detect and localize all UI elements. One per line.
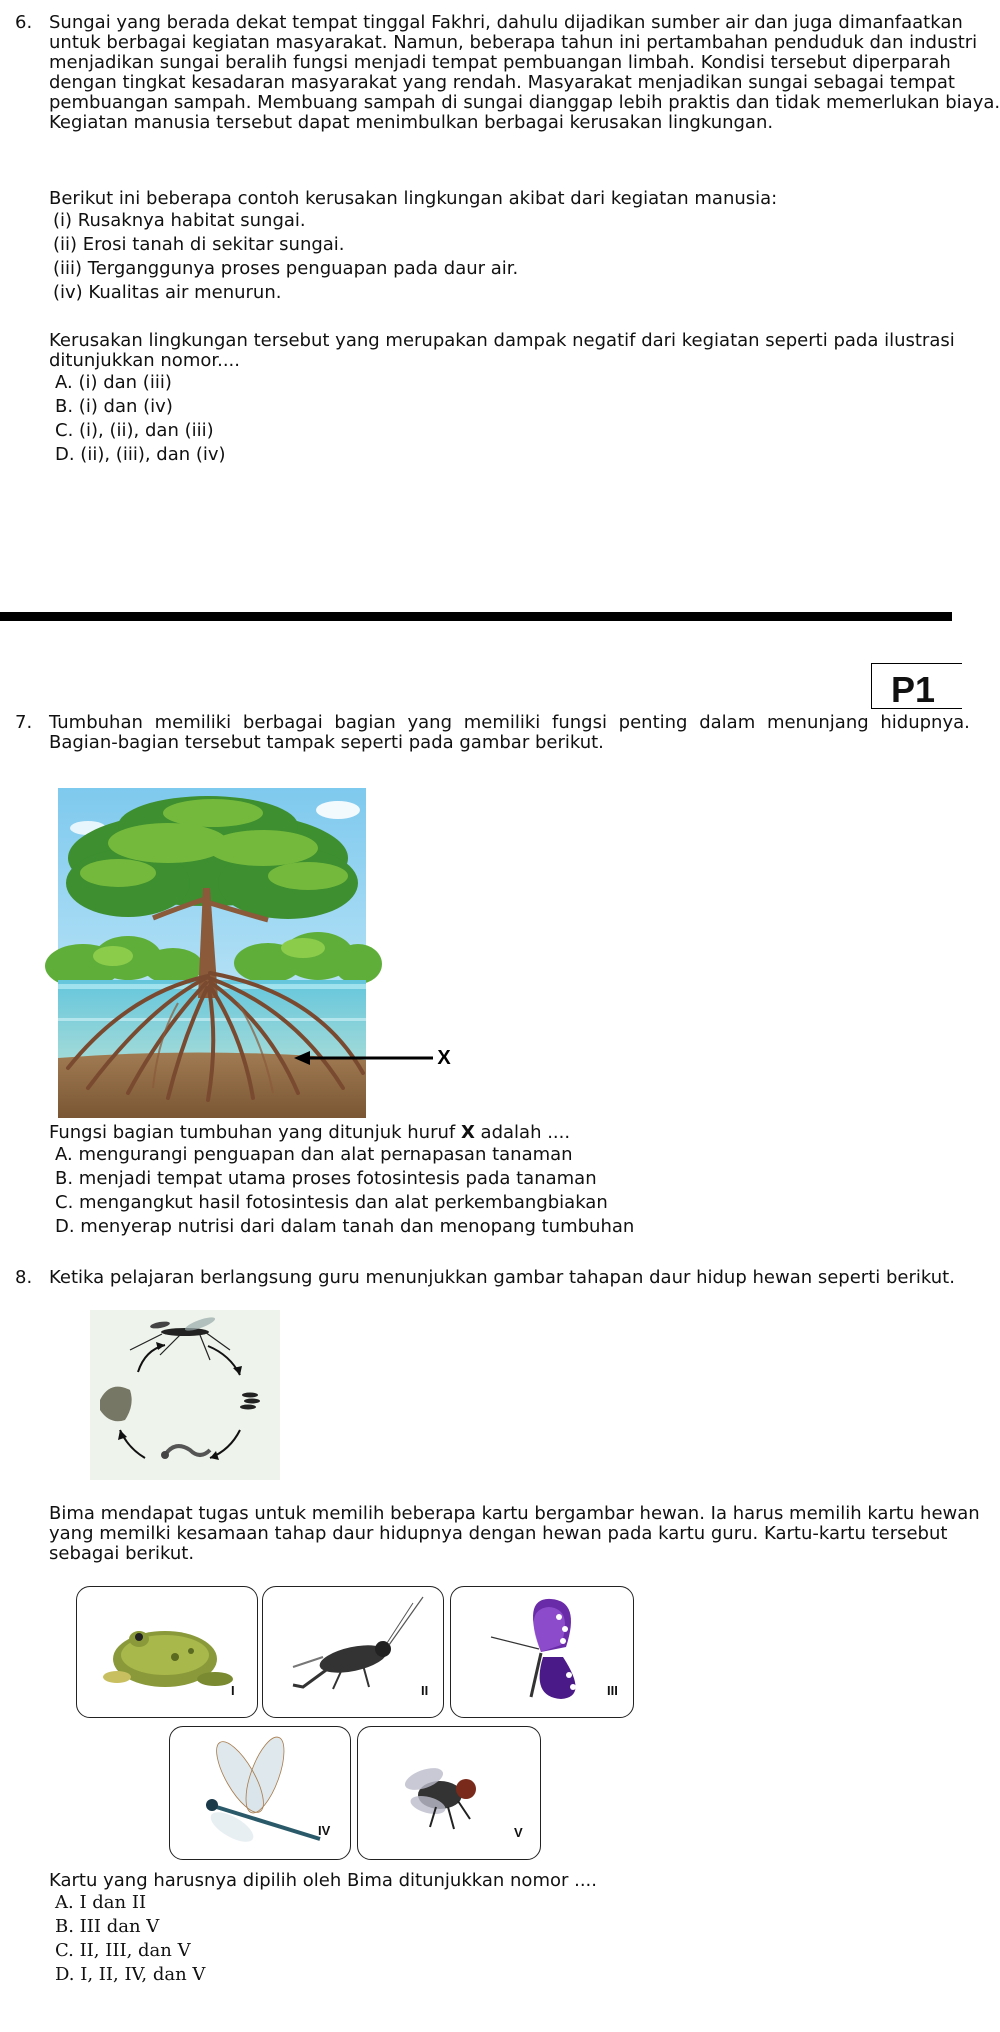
option-c[interactable]: C. (i), (ii), dan (iii) [55, 420, 214, 441]
option-d[interactable]: D. I, II, IV, dan V [55, 1964, 206, 1985]
q7-question [49, 1123, 952, 1143]
option-a[interactable]: A. mengurangi penguapan dan alat pernapasan tanaman [55, 1144, 573, 1165]
question-6-list [15, 189, 952, 305]
option-b[interactable]: B. menjadi tempat utama proses fotosintesis pada tanaman [55, 1168, 597, 1189]
card-label: I [231, 1683, 235, 1698]
option-b[interactable]: B. (i) dan (iv) [55, 396, 173, 417]
question-8-stem [15, 1871, 952, 1987]
option-a[interactable]: A. (i) dan (iii) [55, 372, 172, 393]
card-iii[interactable] [450, 1586, 634, 1718]
damage-item: (ii) Erosi tanah di sekitar sungai. [53, 234, 345, 255]
question-6 [15, 12, 1000, 133]
q6-question-line: ditunjukkan nomor.... [49, 350, 241, 371]
q7-question-prefix: Fungsi bagian tumbuhan yang ditunjuk huruf [49, 1122, 461, 1143]
question-number: 6. [15, 12, 33, 33]
card-label: II [421, 1683, 429, 1698]
option-c[interactable]: C. mengangkut hasil fotosintesis dan alat perkembangbiakan [55, 1192, 608, 1213]
section-divider [0, 612, 952, 621]
question-number: 7. [15, 712, 33, 733]
q8-task-line: sebagai berikut. [49, 1543, 195, 1564]
q8-task-line: yang memilki kesamaan tahap daur hidupnya dengan hewan pada kartu guru. Kartu-kartu tersebut [49, 1523, 948, 1544]
q6-intro-line: menjadikan sungai beralih fungsi menjadi tempat pembuangan limbah. Kondisi tersebut diperparah [49, 52, 951, 73]
mangrove-figure [58, 788, 451, 1118]
option-d[interactable]: D. menyerap nutrisi dari dalam tanah dan menopang tumbuhan [55, 1216, 635, 1237]
figure-label-x: X [437, 1047, 451, 1069]
option-c[interactable]: C. II, III, dan V [55, 1940, 191, 1961]
question-number: 8. [15, 1267, 33, 1288]
option-d[interactable]: D. (ii), (iii), dan (iv) [55, 444, 226, 465]
q8-intro: Ketika pelajaran berlangsung guru menunjukkan gambar tahapan daur hidup hewan seperti berikut. [49, 1267, 955, 1288]
question-8 [15, 1267, 955, 1288]
q6-intro-line: Kegiatan manusia tersebut dapat menimbulkan berbagai kerusakan lingkungan. [49, 112, 774, 133]
damage-item: (iv) Kualitas air menurun. [53, 282, 282, 303]
card-i[interactable] [76, 1586, 258, 1718]
mangrove-illustration [45, 788, 382, 1118]
question-7-stem [15, 1123, 952, 1239]
page-marker-label: P1 [891, 669, 936, 710]
cricket-icon [263, 1587, 443, 1717]
life-cycle-figure [90, 1310, 280, 1480]
card-label: IV [318, 1823, 331, 1838]
card-v[interactable] [357, 1726, 541, 1860]
dragonfly-icon [170, 1727, 350, 1859]
frog-icon [77, 1587, 257, 1717]
damage-item: (iii) Terganggunya proses penguapan pada daur air. [53, 258, 519, 279]
question-8-task [15, 1503, 980, 1564]
option-b[interactable]: B. III dan V [55, 1916, 160, 1937]
q6-question-line: Kerusakan lingkungan tersebut yang merupakan dampak negatif dari kegiatan seperti pada ilustrasi [49, 330, 955, 351]
q6-list-intro: Berikut ini beberapa contoh kerusakan lingkungan akibat dari kegiatan manusia: [49, 188, 778, 209]
fly-icon [358, 1727, 540, 1859]
card-label: V [514, 1825, 523, 1840]
q8-task-line: Bima mendapat tugas untuk memilih beberapa kartu bergambar hewan. Ia harus memilih kartu hewan [49, 1503, 980, 1524]
q6-intro-line: dengan tingkat kesadaran masyarakat yang rendah. Masyarakat menjadikan sungai sebagai tempat [49, 72, 955, 93]
card-label: III [607, 1683, 618, 1698]
q8-question: Kartu yang harusnya dipilih oleh Bima ditunjukkan nomor .... [49, 1870, 597, 1891]
card-iv[interactable] [169, 1726, 351, 1860]
butterfly-icon [451, 1587, 633, 1717]
q7-intro-line: Bagian-bagian tersebut tampak seperti pada gambar berikut. [49, 732, 604, 753]
damage-item: (i) Rusaknya habitat sungai. [53, 210, 306, 231]
q6-intro-line: Sungai yang berada dekat tempat tinggal Fakhri, dahulu dijadikan sumber air dan juga dimanfaatkan [49, 12, 963, 33]
q7-question-bold: X [460, 1122, 475, 1143]
q6-intro-line: pembuangan sampah. Membuang sampah di sungai dianggap lebih praktis dan tidak memerlukan biaya. [49, 92, 1000, 113]
question-7 [15, 712, 970, 753]
q6-intro-line: untuk berbagai kegiatan masyarakat. Namun, beberapa tahun ini pertambahan penduduk dan industri [49, 32, 978, 53]
question-6-stem [15, 330, 955, 467]
q7-question-suffix: adalah .... [474, 1122, 571, 1143]
q7-intro-line: Tumbuhan memiliki berbagai bagian yang memiliki fungsi penting dalam menunjang hidupnya. [49, 712, 970, 733]
option-a[interactable]: A. I dan II [55, 1892, 147, 1913]
card-ii[interactable] [262, 1586, 444, 1718]
